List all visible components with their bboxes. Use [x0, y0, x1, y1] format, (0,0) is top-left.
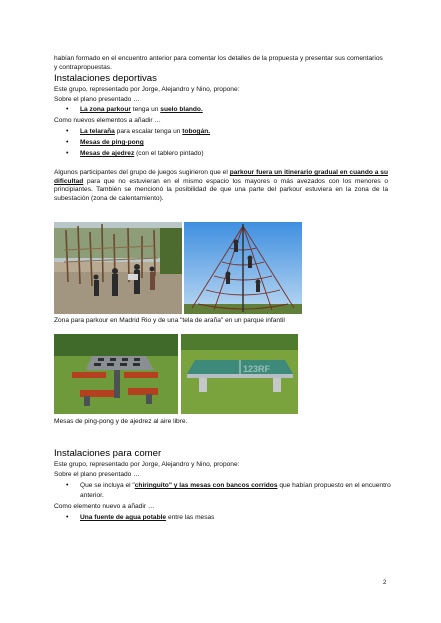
parkour-paragraph: Algunos participantes del grupo de juegos sugirieron que el parkour fuera un itinerario gradual en cuando a su dificultad para que no estuvieran en el mismo espacio los mayores o más avezados con los menores o principiantes. También se mencionó la posibilidad de que una parte del parkour estuviera en la zona de la subestación (zona de calentamiento). — [54, 169, 389, 202]
parkour-photo — [54, 222, 182, 314]
eating-on-plan: Sobre el plano presentado … — [54, 471, 140, 478]
eating-heading: Instalaciones para comer — [54, 448, 162, 459]
bullet-icon: • — [66, 128, 69, 135]
sports-on-plan: Sobre el plano presentado … — [54, 96, 140, 103]
eating-new-items: Como elemento nuevo a añadir … — [54, 503, 155, 510]
eating-item-water-fountain: Una fuente de agua potable entre las mesas — [80, 514, 215, 521]
intro-line-1: habían formado en el encuentro anterior para comentar los detalles de la propuesta y presentar sus comentarios — [54, 55, 383, 62]
bullet-icon: • — [66, 150, 69, 157]
sports-heading: Instalaciones deportivas — [54, 73, 157, 84]
bullet-icon: • — [66, 482, 69, 489]
eating-item-chiringuito: Que se incluya el "chiringuito" y las mesas con bancos corridos que habían propuesto en el encuentro — [80, 482, 391, 489]
sports-group-text: Este grupo, representado por Jorge, Alejandro y Nino, propone: — [54, 86, 240, 93]
sports-item-chess: Mesas de ajedrez (con el tablero pintado) — [80, 150, 204, 157]
chess-table-photo — [54, 334, 178, 414]
eating-item-chiringuito-cont: anterior. — [80, 492, 104, 499]
spider-web-photo — [184, 222, 302, 314]
photo-caption-tables: Mesas de ping-pong y de ajedrez al aire libre. — [54, 418, 188, 425]
photo-caption-parkour: Zona para parkour en Madrid Rio y de una "tela de araña" en un parque infantil — [54, 317, 285, 324]
watermark-text: 123RF — [243, 364, 271, 374]
bullet-icon: • — [66, 514, 69, 521]
eating-group-text: Este grupo, representado por Jorge, Alejandro y Nino, propone: — [54, 461, 240, 468]
sports-new-items: Como nuevos elementos a añadir … — [54, 117, 162, 124]
intro-line-2: y contrapropuestas. — [54, 64, 112, 71]
sports-item-ping-pong: Mesas de ping-pong — [80, 139, 144, 146]
sports-item-spider-web: La telaraña para escalar tenga un tobogán. — [80, 128, 211, 135]
bullet-icon: • — [66, 106, 69, 113]
page-number: 2 — [383, 580, 387, 586]
sports-item-parkour: La zona parkour tenga un suelo blando. — [80, 106, 203, 113]
bullet-icon: • — [66, 139, 69, 146]
ping-pong-table-photo — [181, 334, 298, 414]
